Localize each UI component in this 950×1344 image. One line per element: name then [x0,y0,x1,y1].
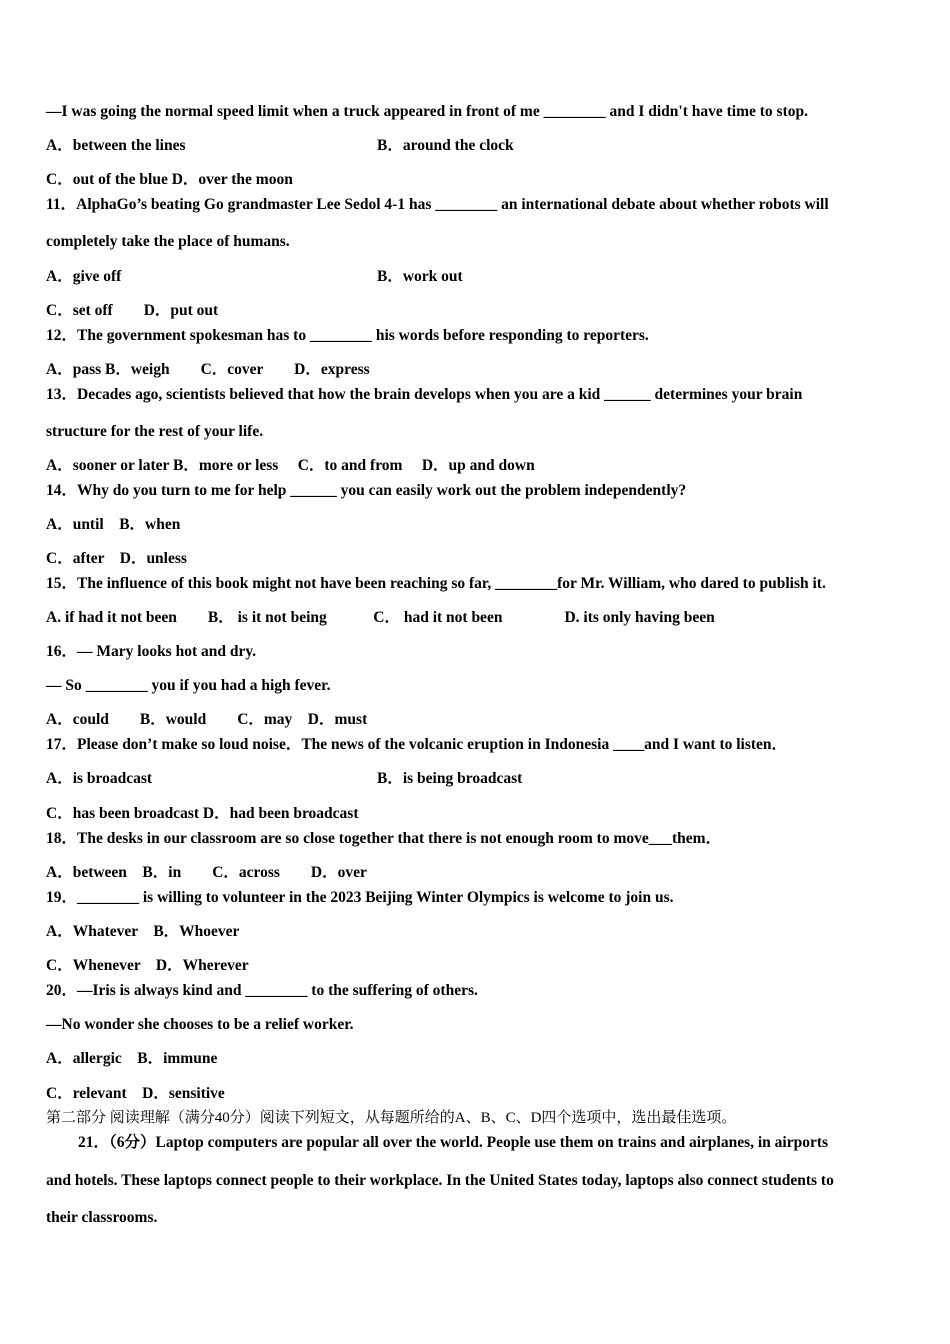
question-14-options-cd: C．after D．unless [46,550,187,567]
question-10-options-cd: C．out of the blue D．over the moon [46,171,293,188]
question-19-options-cd: C．Whenever D．Wherever [46,957,249,974]
question-13-stem-line-1: 13．Decades ago, scientists believed that how the brain develops when you are a kid ______ determines your brain [46,386,803,403]
question-11-options-cd: C．set off D．put out [46,302,219,319]
question-10-stem: —I was going the normal speed limit when a truck appeared in front of me ________ and I didn't have time to stop. [46,103,808,120]
question-19-options-ab: A．Whatever B．Whoever [46,923,240,940]
question-16-options: A．could B．would C．may D．must [46,711,368,728]
question-11-option-b: B．work out [377,268,463,285]
question-18-options: A．between B．in C．across D．over [46,864,367,881]
question-14-stem: 14．Why do you turn to me for help ______ you can easily work out the problem independently? [46,482,687,499]
question-10-option-b: B．around the clock [377,137,514,154]
section-2-heading: 第二部分 阅读理解（满分40分）阅读下列短文，从每题所给的A、B、C、D四个选项中，选出最佳选项。 [46,1110,737,1126]
question-20-stem-line-1: 20．—Iris is always kind and ________ to the suffering of others. [46,982,478,999]
question-11-stem-line-2: completely take the place of humans. [46,233,290,250]
question-20-stem-line-2: —No wonder she chooses to be a relief worker. [46,1016,354,1033]
question-16-stem-line-2: — So ________ you if you had a high fever. [46,677,331,694]
question-18-stem: 18．The desks in our classroom are so close together that there is not enough room to move___them． [46,830,722,847]
question-20-options-cd: C．relevant D．sensitive [46,1085,225,1102]
question-15-options: A. if had it not been B． is it not being C． had it not been D. its only having been [46,609,715,626]
question-17-options-cd: C．has been broadcast D．had been broadcast [46,805,359,822]
question-14-options-ab: A．until B．when [46,516,181,533]
question-20-options-ab: A．allergic B．immune [46,1050,218,1067]
passage-21-line-2: and hotels. These laptops connect people to their workplace. In the United States today, laptops also connect students to [46,1172,834,1189]
question-15-stem: 15．The influence of this book might not have been reaching so far, ________for Mr. William, who dared to publish it. [46,575,826,592]
question-12-stem: 12．The government spokesman has to ________ his words before responding to reporters. [46,327,649,344]
question-16-stem-line-1: 16．— Mary looks hot and dry. [46,643,257,660]
passage-21-line-1: 21．（6分）Laptop computers are popular all over the world. People use them on trains and airplanes, in airports [78,1134,829,1151]
question-17-option-b: B．is being broadcast [377,770,523,787]
question-10-option-a: A．between the lines [46,137,186,154]
question-13-options: A．sooner or later B．more or less C．to and from D．up and down [46,457,535,474]
question-19-stem: 19．________ is willing to volunteer in the 2023 Beijing Winter Olympics is welcome to join us. [46,889,674,906]
passage-21-line-3: their classrooms. [46,1209,158,1226]
question-17-stem: 17．Please don’t make so loud noise．The news of the volcanic eruption in Indonesia ____and I want to listen． [46,736,788,753]
question-12-options: A．pass B．weigh C．cover D．express [46,361,370,378]
question-17-option-a: A．is broadcast [46,770,153,787]
question-13-stem-line-2: structure for the rest of your life. [46,423,264,440]
question-11-option-a: A．give off [46,268,122,285]
question-11-stem-line-1: 11．AlphaGo’s beating Go grandmaster Lee Sedol 4-1 has ________ an international debate about whether robots will [46,196,829,213]
